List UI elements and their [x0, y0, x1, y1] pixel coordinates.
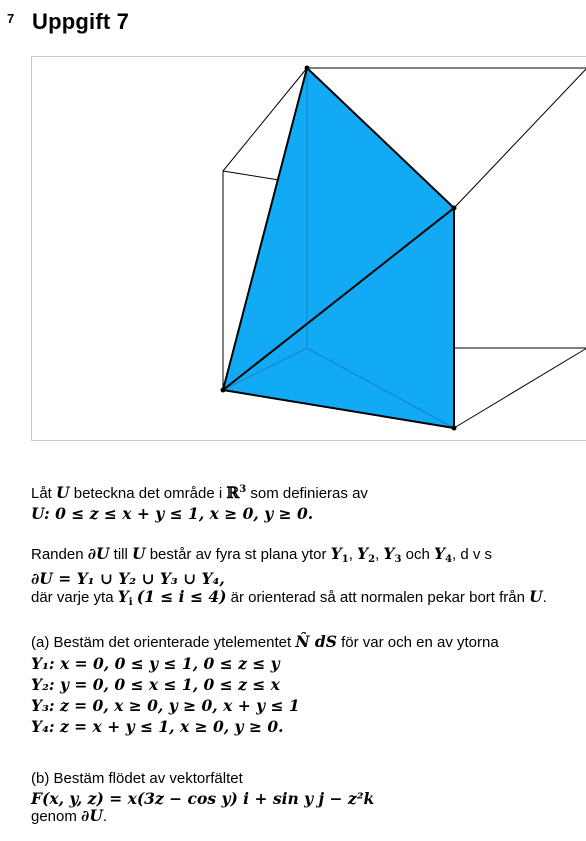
math-symbol: N̂ dS: [295, 632, 337, 651]
text-span: består av fyra st plana ytor: [145, 546, 331, 563]
math-symbol: 3: [394, 554, 402, 565]
text-span: , d v s: [452, 546, 493, 563]
text-span: Randen: [31, 546, 88, 563]
math-symbol: Y: [330, 544, 342, 563]
vector-field: F(x, y, z) = x(3z − cos y) i + sin y j − z²k: [31, 789, 375, 808]
text-span: som definieras av: [246, 485, 368, 502]
boundary-line-2: ∂U = Y₁ ∪ Y₂ ∪ Y₃ ∪ Y₄,: [31, 569, 225, 588]
text-span: (a) Bestäm det orienterade ytelementet: [31, 634, 296, 651]
math-symbol: U: [132, 544, 146, 563]
cube-figure: [31, 56, 586, 441]
intro-block: [31, 481, 581, 522]
part-b-through: [31, 807, 581, 825]
vertex: [305, 66, 310, 71]
vertex: [452, 426, 457, 431]
math-symbol: Y: [357, 544, 369, 563]
page-title: Uppgift 7: [32, 9, 130, 34]
intro-line-2: U: 0 ≤ z ≤ x + y ≤ 1, x ≥ 0, y ≥ 0.: [31, 504, 314, 523]
math-symbol: 3: [239, 484, 247, 495]
math-symbol: Y: [117, 587, 129, 606]
text-span: genom: [31, 808, 82, 825]
math-symbol: 4: [445, 554, 453, 565]
math-symbol: ∂U: [87, 544, 110, 563]
cube-edge: [454, 68, 586, 208]
math-symbol: ℝ: [226, 483, 240, 502]
text-span: och: [401, 546, 434, 563]
surface-y1: Y₁: x = 0, 0 ≤ y ≤ 1, 0 ≤ z ≤ y: [31, 654, 280, 673]
text-span: där varje yta: [31, 589, 118, 606]
text-span: .: [542, 589, 547, 606]
text-span: .: [102, 808, 108, 825]
math-symbol: 1: [341, 554, 349, 565]
part-a-intro: [31, 633, 581, 651]
math-symbol: U: [529, 587, 543, 606]
surface-y2: Y₂: y = 0, 0 ≤ x ≤ 1, 0 ≤ z ≤ x: [31, 675, 280, 694]
surface-y4: Y₄: z = x + y ≤ 1, x ≥ 0, y ≥ 0.: [31, 717, 284, 736]
math-symbol: U: [56, 483, 70, 502]
intro-line-1: [31, 481, 581, 502]
cube-diagram: [32, 57, 586, 442]
vertex: [452, 206, 457, 211]
boundary-line-3: [31, 588, 581, 611]
text-span: är orienterad så att normalen pekar bort från: [226, 589, 530, 606]
boundary-line-1: Randen ∂U till U består av fyra st plana ytor $Y_1$, $Y_2$, $Y_3$ och $Y_4$, d v s: [31, 544, 493, 565]
text-span: Låt: [31, 485, 57, 502]
text-span: för var och en av ytorna: [336, 634, 499, 651]
math-symbol: Y: [383, 544, 395, 563]
surface-y3: Y₃: z = 0, x ≥ 0, y ≥ 0, x + y ≤ 1: [31, 696, 300, 715]
boundary-block: [31, 545, 581, 611]
part-b-block: [31, 770, 581, 825]
cube-edge: [454, 348, 586, 428]
math-symbol: (1 ≤ i ≤ 4): [136, 587, 227, 606]
text-span: beteckna det område i: [69, 485, 227, 502]
math-symbol: Y: [434, 544, 446, 563]
text-span: till: [109, 546, 133, 563]
math-symbol: 2: [368, 554, 376, 565]
math-symbol: i: [128, 597, 133, 608]
part-b-intro: (b) Bestäm flödet av vektorfältet: [31, 770, 243, 787]
math-symbol: ∂U: [81, 806, 103, 825]
question-number: 7: [7, 11, 15, 26]
vertex: [221, 388, 226, 393]
part-a-block: [31, 633, 581, 735]
